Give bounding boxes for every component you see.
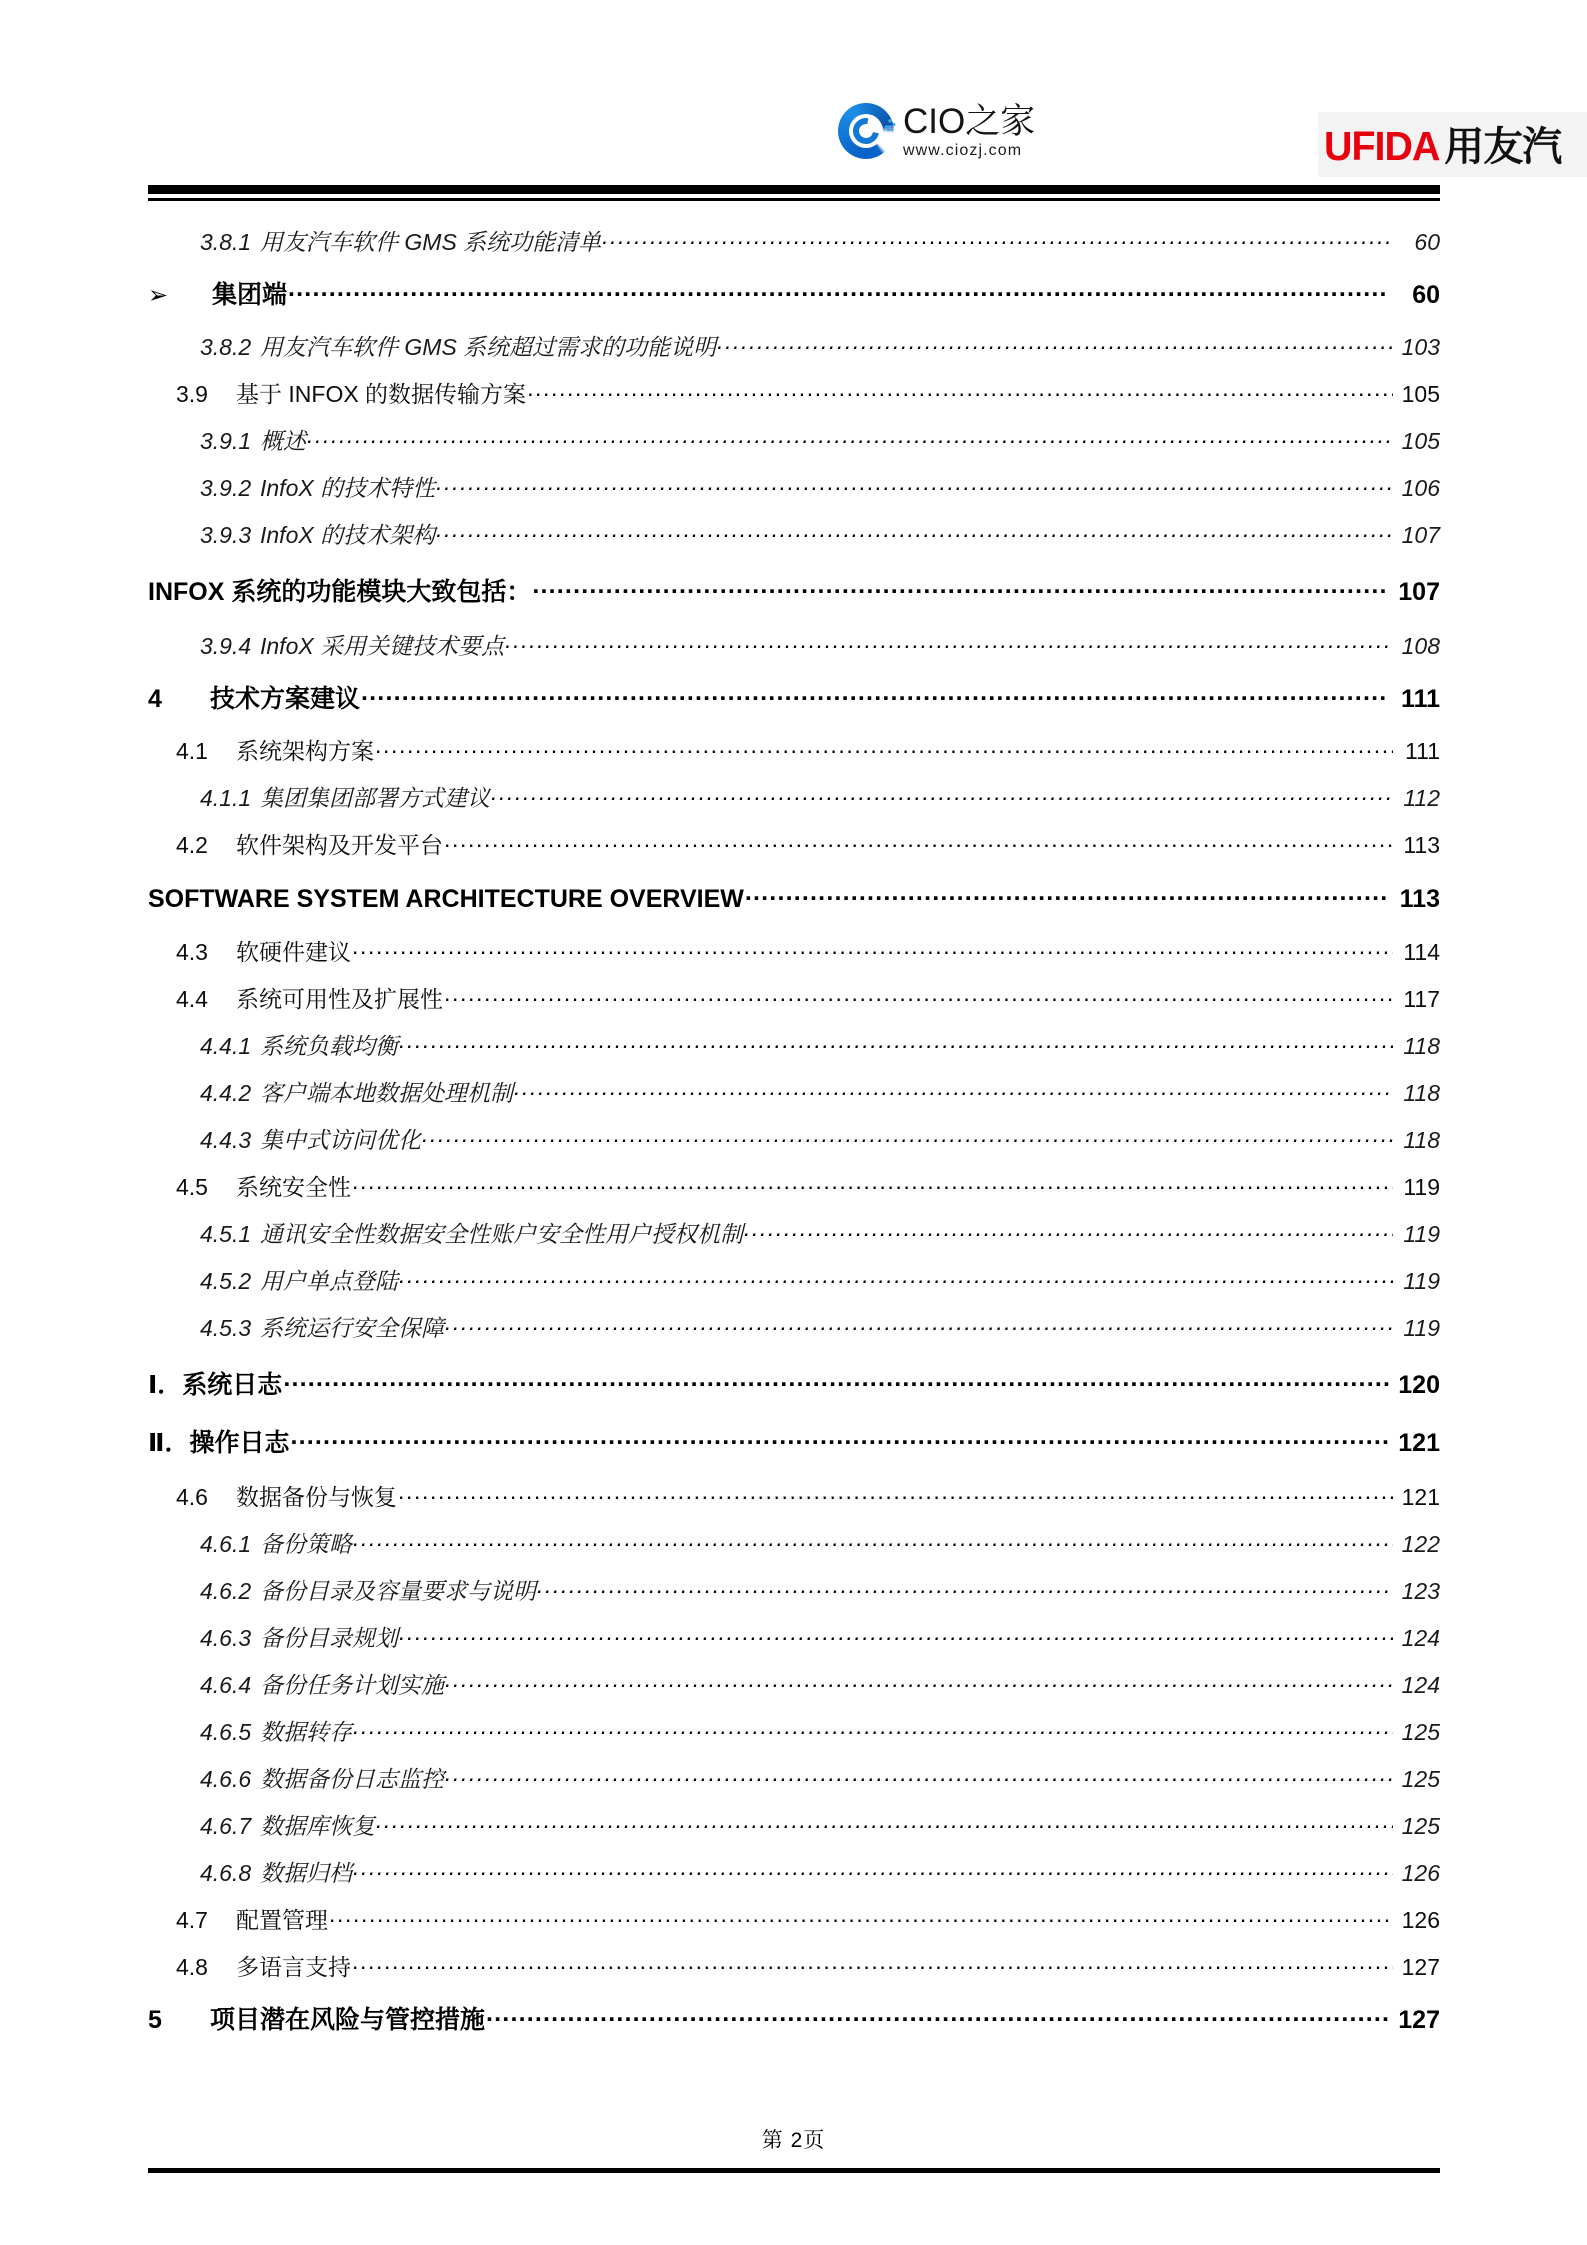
toc-entry-number: 3.8.2 [200,334,252,360]
toc-entry-number: 4.6.5 [200,1719,252,1745]
toc-entry-page-number: 118 [1403,1080,1440,1106]
toc-entry-title: 软件架构及开发平台 [236,832,443,858]
ufida-logo-cn: 用友汽 [1444,125,1562,169]
cio-circle-logo-icon [838,103,894,159]
toc-leader-dots [514,1078,1393,1101]
toc-entry[interactable] [148,1526,1440,1559]
toc-entry-title: 配置管理 [236,1907,328,1933]
cio-home-logo [838,103,1035,159]
cio-logo-url: www.ciozj.com [903,141,1023,159]
toc-entry-title: 用户单点登陆 [260,1268,398,1294]
toc-entry[interactable] [148,1122,1440,1155]
toc-entry[interactable] [148,1808,1440,1841]
toc-entry[interactable] [148,470,1440,503]
toc-entry[interactable] [148,934,1440,967]
toc-entry-number: 4.8 [176,1954,208,1980]
toc-entry[interactable] [148,329,1440,362]
toc-leader-dots [744,1219,1393,1242]
toc-entry[interactable] [148,2000,1440,2036]
toc-leader-dots [353,1717,1393,1740]
toc-entry-title: 数据备份日志监控 [260,1766,444,1792]
toc-entry-title: 集团集团部署方式建议 [260,785,490,811]
toc-leader-dots [745,882,1389,907]
toc-entry-page-number: 119 [1403,1268,1440,1294]
toc-entry-page-number: 121 [1398,1429,1440,1457]
toc-leader-dots [361,682,1389,707]
toc-entry-number: 3.9.3 [200,522,252,548]
toc-entry-title: 多语言支持 [236,1954,351,1980]
cio-logo-name: CIO之家 [903,101,1036,141]
toc-entry-title: Ⅱ．操作日志 [148,1429,290,1457]
toc-entry-title: 系统安全性 [236,1174,351,1200]
ufida-logo-en: UFIDA [1324,123,1440,169]
toc-entry-page-number: 123 [1401,1578,1440,1604]
toc-entry-number: 3.9.1 [200,428,252,454]
toc-entry-number: 4.6.7 [200,1813,252,1839]
toc-entry-title: 通讯安全性数据安全性账户安全性用户授权机制 [260,1221,743,1247]
toc-entry[interactable] [148,423,1440,456]
toc-entry[interactable] [148,1761,1440,1794]
toc-entry[interactable] [148,780,1440,813]
toc-entry-page-number: 124 [1401,1625,1440,1651]
toc-entry-page-number: 119 [1403,1221,1440,1247]
toc-leader-dots [288,278,1389,303]
toc-entry-number: 5 [148,2006,162,2034]
toc-entry-page-number: 106 [1401,475,1440,501]
toc-entry-page-number: 122 [1401,1531,1440,1557]
toc-entry-number: 4.5.1 [200,1221,252,1247]
toc-leader-dots [352,1952,1393,1975]
toc-entry-page-number: 111 [1401,685,1440,713]
toc-entry-page-number: 117 [1403,986,1440,1012]
toc-entry-page-number: 119 [1403,1174,1440,1200]
toc-leader-dots [376,1811,1393,1834]
toc-entry-number: 4.7 [176,1907,208,1933]
toc-entry-page-number: 125 [1401,1719,1440,1745]
toc-entry-title: 备份目录规划 [260,1625,398,1651]
toc-entry-title: 数据转存 [260,1719,352,1745]
toc-entry-page-number: 120 [1398,1371,1440,1399]
toc-leader-dots [445,1313,1393,1336]
toc-entry-title: InfoX 的技术架构 [260,522,436,548]
toc-entry-number: 4.5.2 [200,1268,252,1294]
toc-leader-dots [436,520,1393,543]
toc-entry-page-number: 105 [1401,381,1440,407]
toc-entry-number: 4.6.2 [200,1578,252,1604]
toc-entry[interactable] [148,1479,1440,1512]
toc-entry-title: 技术方案建议 [210,685,361,713]
toc-leader-dots [290,1426,1389,1451]
toc-leader-dots [375,736,1393,759]
toc-entry-title: 系统可用性及扩展性 [236,986,443,1012]
toc-entry[interactable] [148,1423,1440,1459]
toc-entry-number: 4.4.1 [200,1033,252,1059]
toc-entry-page-number: 127 [1398,2006,1440,2034]
toc-entry-title: 集团端 [212,281,288,309]
toc-entry-title: InfoX 采用关键技术要点 [260,633,505,659]
toc-leader-dots [491,783,1393,806]
toc-leader-dots [352,937,1393,960]
toc-entry-title: 概述 [260,428,306,454]
toc-entry-number: 3.8.1 [200,229,252,255]
toc-entry[interactable] [148,1365,1440,1401]
toc-leader-dots [445,1670,1393,1693]
toc-leader-dots [532,575,1389,600]
toc-entry-number: 4.5.3 [200,1315,252,1341]
toc-leader-dots [445,1764,1393,1787]
toc-entry-number: 4.4.3 [200,1127,252,1153]
toc-leader-dots [353,1858,1393,1881]
toc-entry-title: InfoX 的技术特性 [260,475,436,501]
toc-entry-page-number: 103 [1401,334,1440,360]
toc-entry-title: 数据库恢复 [260,1813,375,1839]
toc-leader-dots [329,1905,1393,1928]
toc-entry-page-number: 114 [1403,939,1440,965]
toc-entry-number: 4.1 [176,738,208,764]
toc-entry-number: 4.6 [176,1484,208,1510]
toc-leader-dots [283,1368,1389,1393]
toc-entry-number: 4.2 [176,832,208,858]
ufida-logo [1318,112,1587,177]
toc-entry[interactable] [148,572,1440,608]
toc-entry[interactable] [148,275,1440,311]
toc-entry-number: 4.6.8 [200,1860,252,1886]
toc-leader-dots [307,426,1393,449]
toc-entry-page-number: 111 [1405,738,1440,764]
toc-entry-title: 备份目录及容量要求与说明 [260,1578,536,1604]
toc-entry-title: INFOX 系统的功能模块大致包括： [148,578,532,606]
toc-entry[interactable] [148,1216,1440,1249]
toc-entry-page-number: 60 [1414,229,1440,255]
toc-entry-page-number: 113 [1403,832,1440,858]
toc-entry-page-number: 125 [1401,1813,1440,1839]
toc-entry-title: 系统运行安全保障 [260,1315,444,1341]
toc-entry[interactable] [148,628,1440,661]
toc-entry[interactable] [148,1028,1440,1061]
toc-entry-page-number: 119 [1403,1315,1440,1341]
toc-entry-page-number: 126 [1401,1907,1440,1933]
toc-leader-dots [527,379,1393,402]
toc-entry[interactable] [148,1620,1440,1653]
toc-entry-number: 4.1.1 [200,785,252,811]
toc-leader-dots [422,1125,1393,1148]
toc-entry-title: 用友汽车软件 GMS 系统功能清单 [260,229,602,255]
toc-entry-title: 项目潜在风险与管控措施 [210,2006,486,2034]
toc-entry-page-number: 125 [1401,1766,1440,1792]
toc-leader-dots [436,473,1393,496]
toc-entry[interactable] [148,827,1440,860]
toc-leader-dots [717,332,1393,355]
toc-entry[interactable] [148,517,1440,550]
toc-leader-dots [505,631,1393,654]
toc-entry[interactable] [148,1310,1440,1343]
toc-entry-number: 4.3 [176,939,208,965]
toc-entry-number: 4 [148,685,162,713]
toc-entry-number: 4.4 [176,986,208,1012]
toc-entry-number: 4.6.3 [200,1625,252,1651]
header-rule-thick [148,185,1440,194]
toc-entry-title: 备份策略 [260,1531,352,1557]
page-header [0,0,1587,180]
toc-entry-title: Ⅰ．系统日志 [148,1371,283,1399]
toc-leader-dots [444,830,1393,853]
toc-entry-number: 3.9.2 [200,475,252,501]
toc-entry[interactable] [148,1573,1440,1606]
toc-entry[interactable] [148,1263,1440,1296]
toc-entry-page-number: 124 [1401,1672,1440,1698]
toc-entry[interactable] [148,1902,1440,1935]
toc-entry-title: 备份任务计划实施 [260,1672,444,1698]
toc-entry[interactable] [148,1949,1440,1982]
footer-rule [148,2168,1440,2173]
toc-entry-page-number: 108 [1401,633,1440,659]
toc-entry[interactable] [148,1667,1440,1700]
toc-entry-page-number: 126 [1401,1860,1440,1886]
toc-leader-dots [399,1623,1393,1646]
toc-entry-page-number: 60 [1412,281,1440,309]
toc-entry[interactable] [148,981,1440,1014]
toc-leader-dots [399,1031,1393,1054]
toc-entry[interactable] [148,1855,1440,1888]
table-of-contents [148,224,1440,2054]
toc-entry-page-number: 118 [1403,1033,1440,1059]
toc-entry-page-number: 127 [1401,1954,1440,1980]
toc-entry[interactable] [148,679,1440,715]
toc-entry-page-number: 112 [1403,785,1440,811]
toc-leader-dots [486,2003,1389,2028]
header-rule-thin [148,198,1440,201]
toc-entry[interactable] [148,882,1440,914]
toc-entry-number: 4.6.4 [200,1672,252,1698]
toc-entry-number: 4.5 [176,1174,208,1200]
cio-dots-icon [874,117,896,139]
toc-entry-title: 用友汽车软件 GMS 系统超过需求的功能说明 [260,334,717,360]
toc-entry-page-number: 105 [1401,428,1440,454]
footer-page-number: 第 2页 [761,2129,826,2152]
toc-entry-number: 3.9 [176,381,208,407]
toc-entry-title: SOFTWARE SYSTEM ARCHITECTURE OVERVIEW [148,885,744,913]
toc-entry-number: 3.9.4 [200,633,252,659]
toc-entry-page-number: 107 [1401,522,1440,548]
toc-entry-title: 系统负载均衡 [260,1033,398,1059]
toc-entry[interactable] [148,224,1440,257]
toc-leader-dots [602,227,1393,250]
toc-entry[interactable] [148,733,1440,766]
toc-entry-title: 数据备份与恢复 [236,1484,397,1510]
toc-entry-number: 4.6.1 [200,1531,252,1557]
toc-entry-title: 数据归档 [260,1860,352,1886]
toc-entry-page-number: 107 [1398,578,1440,606]
toc-leader-dots [399,1266,1393,1289]
toc-entry[interactable] [148,1075,1440,1108]
toc-entry-page-number: 113 [1399,885,1440,913]
toc-entry-title: 基于 INFOX 的数据传输方案 [236,381,527,407]
toc-entry-title: 软硬件建议 [236,939,351,965]
toc-entry-page-number: 121 [1401,1484,1440,1510]
toc-leader-dots [398,1482,1393,1505]
toc-entry[interactable] [148,1714,1440,1747]
toc-entry-title: 集中式访问优化 [260,1127,421,1153]
toc-leader-dots [352,1172,1393,1195]
toc-entry-title: 客户端本地数据处理机制 [260,1080,513,1106]
toc-entry-page-number: 118 [1403,1127,1440,1153]
arrow-bullet-icon: ➢ [148,282,169,309]
toc-leader-dots [444,984,1393,1007]
toc-entry-number: 4.4.2 [200,1080,252,1106]
toc-entry-title: 系统架构方案 [236,738,374,764]
toc-leader-dots [537,1576,1393,1599]
toc-entry[interactable] [148,376,1440,409]
toc-entry[interactable] [148,1169,1440,1202]
toc-leader-dots [353,1529,1393,1552]
toc-entry-number: 4.6.6 [200,1766,252,1792]
